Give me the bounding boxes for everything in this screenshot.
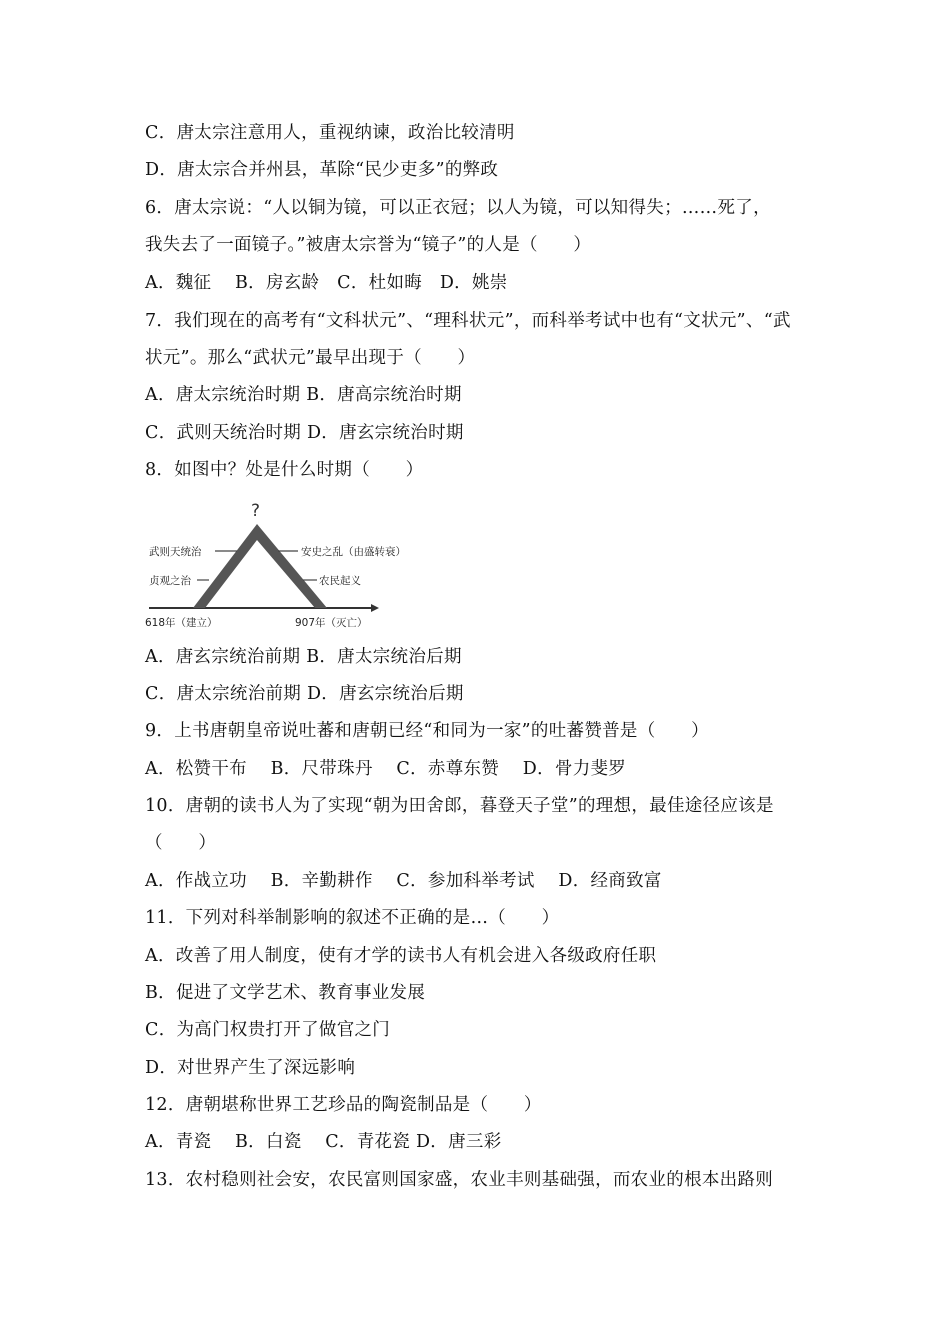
label-zhenguan: 贞观之治 — [149, 575, 191, 587]
question-7-line-1: 7．我们现在的高考有“文科状元”、“理科状元”，而科举考试中也有“文状元”、“武 — [145, 311, 791, 331]
question-9-options: A．松赞干布 B．尺带珠丹 C．赤尊东赞 D．骨力斐罗 — [145, 759, 627, 779]
question-12-stem: 12．唐朝堪称世界工艺珍品的陶瓷制品是（ ） — [145, 1095, 542, 1115]
question-11-option-b: B．促进了文学艺术、教育事业发展 — [145, 983, 426, 1003]
question-8-options-ab: A．唐玄宗统治前期 B．唐太宗统治后期 — [145, 647, 462, 667]
timeline-arrow-icon — [371, 604, 379, 612]
label-start-year: 618年（建立） — [145, 617, 218, 629]
question-10-line-1: 10．唐朝的读书人为了实现“朝为田舍郎，暮登天子堂”的理想，最佳途径应该是 — [145, 796, 774, 816]
label-wuzetian: 武则天统治 — [149, 546, 202, 558]
question-7-options-ab: A．唐太宗统治时期 B．唐高宗统治时期 — [145, 385, 462, 405]
question-6-line-2: 我失去了一面镜子。”被唐太宗誉为“镜子”的人是（ ） — [145, 235, 592, 255]
question-11-stem: 11．下列对科举制影响的叙述不正确的是…（ ） — [145, 908, 560, 928]
label-end-year: 907年（灭亡） — [295, 617, 368, 629]
question-6-options: A．魏征 B．房玄龄 C．杜如晦 D．姚崇 — [145, 273, 508, 293]
tang-dynasty-timeline-figure — [145, 496, 425, 632]
question-8-options-cd: C．唐太宗统治前期 D．唐玄宗统治后期 — [145, 684, 464, 704]
question-12-options: A．青瓷 B．白瓷 C．青花瓷 D．唐三彩 — [145, 1132, 502, 1152]
peak-shape — [193, 524, 327, 608]
question-11-option-a: A．改善了用人制度，使有才学的读书人有机会进入各级政府任职 — [145, 946, 657, 966]
question-7-line-2: 状元”。那么“武状元”最早出现于（ ） — [145, 348, 476, 368]
question-10-options: A．作战立功 B．辛勤耕作 C．参加科举考试 D．经商致富 — [145, 871, 662, 891]
question-10-line-2: （ ） — [145, 833, 217, 853]
question-6-line-1: 6．唐太宗说：“人以铜为镜，可以正衣冠；以人为镜，可以知得失；……死了， — [145, 198, 771, 218]
question-13-line-1: 13．农村稳则社会安，农民富则国家盛，农业丰则基础强，而农业的根本出路则 — [145, 1170, 774, 1190]
question-11-option-c: C．为高门权贵打开了做官之门 — [145, 1020, 391, 1040]
peak-question-mark: ? — [251, 501, 261, 521]
label-anshi-rebellion: 安史之乱（由盛转衰） — [301, 546, 406, 558]
question-11-option-d: D．对世界产生了深远影响 — [145, 1058, 356, 1078]
option-d-q5: D．唐太宗合并州县，革除“民少吏多”的弊政 — [145, 160, 499, 180]
question-9-stem: 9．上书唐朝皇帝说吐蕃和唐朝已经“和同为一家”的吐蕃赞普是（ ） — [145, 721, 709, 741]
question-8-stem: 8．如图中？处是什么时期（ ） — [145, 460, 424, 480]
label-peasant-uprising: 农民起义 — [319, 575, 361, 587]
question-7-options-cd: C．武则天统治时期 D．唐玄宗统治时期 — [145, 423, 464, 443]
option-c-q5: C．唐太宗注意用人，重视纳谏，政治比较清明 — [145, 123, 515, 143]
